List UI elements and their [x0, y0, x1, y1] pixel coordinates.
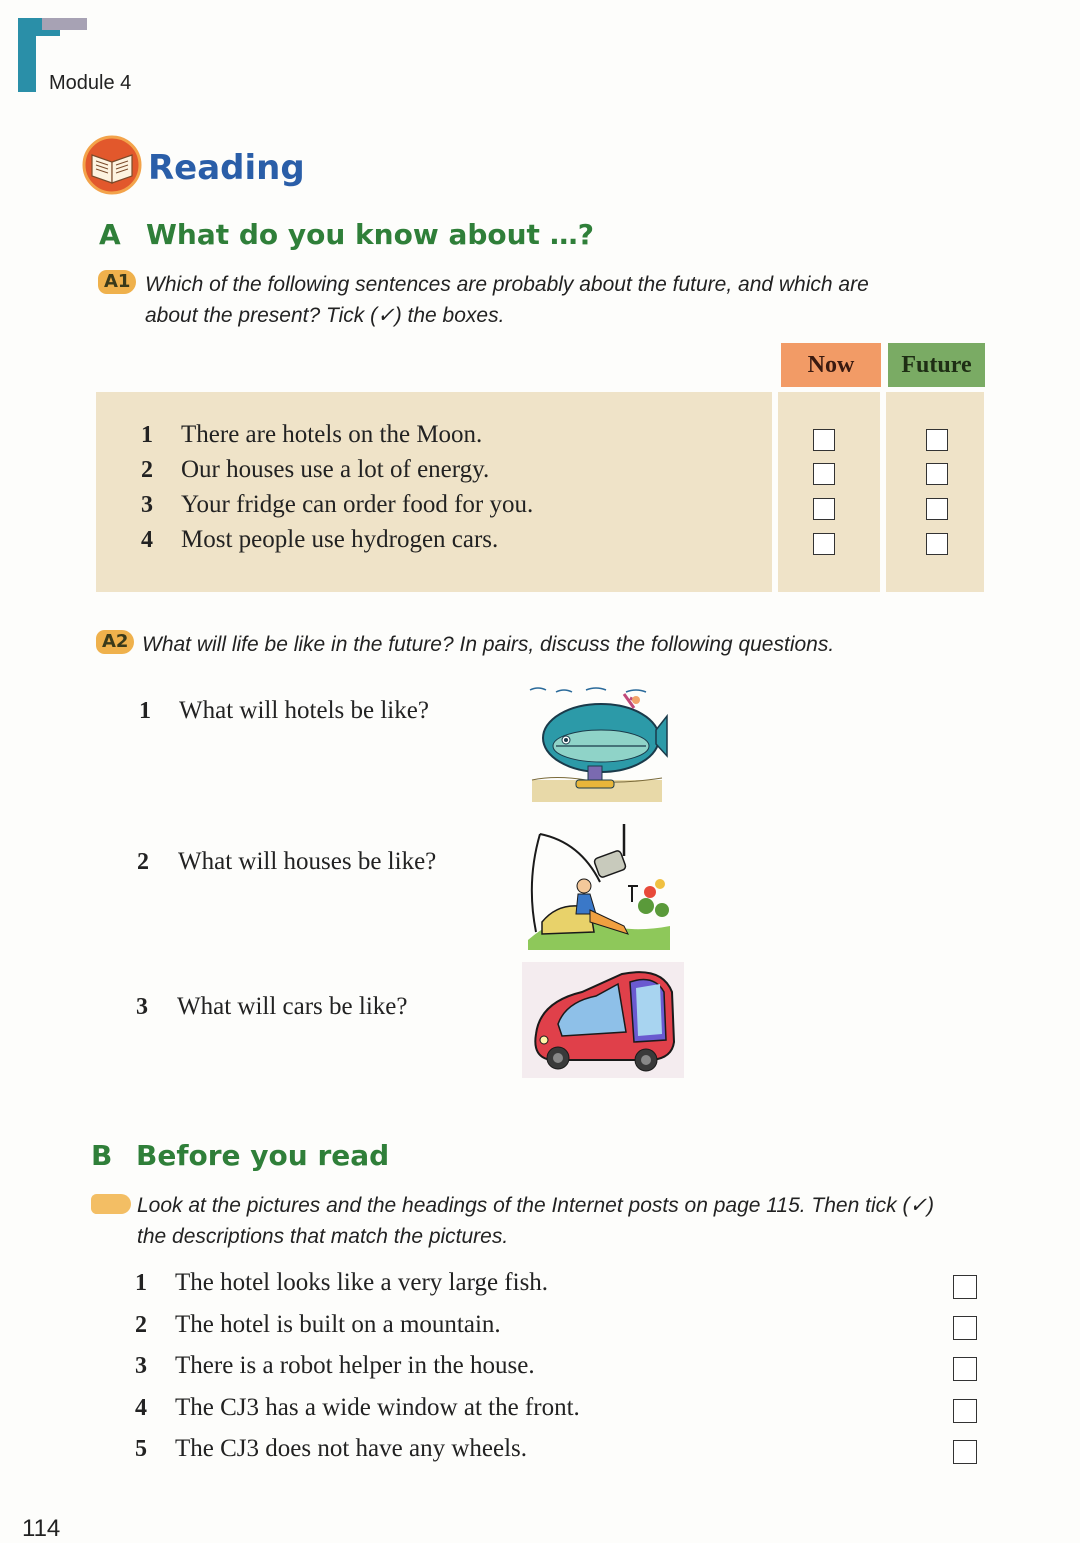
b-checkbox-1[interactable] [953, 1275, 977, 1299]
a2-question-text: What will hotels be like? [179, 697, 429, 724]
future-checkbox-2[interactable] [926, 463, 948, 485]
a1-row-text: There are hotels on the Moon. [181, 421, 483, 448]
b-checkbox-5[interactable] [953, 1440, 977, 1464]
section-b-instruction-line2: the descriptions that match the pictures. [137, 1225, 509, 1248]
a1-instruction-line1: Which of the following sentences are probably about the future, and which are [145, 273, 869, 296]
b-item-text: There is a robot helper in the house. [175, 1352, 535, 1379]
b-checkbox-2[interactable] [953, 1316, 977, 1340]
a1-row-text: Your fridge can order food for you. [181, 491, 534, 518]
future-column-panel [886, 392, 984, 592]
future-checkbox-3[interactable] [926, 498, 948, 520]
a1-row-number: 2 [141, 457, 153, 483]
underwater-fish-hotel-illustration [526, 680, 668, 805]
a2-question-number: 1 [139, 698, 151, 724]
module-tab-accent [42, 18, 87, 30]
b-item-number: 1 [135, 1270, 147, 1296]
page-number: 114 [22, 1515, 61, 1542]
b-item-number: 3 [135, 1353, 147, 1379]
column-header-future: Future [888, 343, 985, 387]
a2-question-text: What will houses be like? [178, 848, 437, 875]
section-a-letter: A [99, 218, 121, 251]
a2-question-number: 3 [136, 994, 148, 1020]
a1-instruction-line2: about the present? Tick (✓) the boxes. [145, 304, 505, 327]
a2-question-text: What will cars be like? [177, 993, 408, 1020]
module-label: Module 4 [49, 72, 132, 94]
b-checkbox-4[interactable] [953, 1399, 977, 1423]
book-icon [82, 135, 142, 195]
b-item-text: The hotel is built on a mountain. [175, 1311, 501, 1338]
a2-instruction: What will life be like in the future? In pairs, discuss the following questions. [142, 633, 835, 656]
now-checkbox-2[interactable] [813, 463, 835, 485]
reading-title: Reading [148, 148, 305, 188]
a1-row-number: 3 [141, 492, 153, 518]
section-b-badge [91, 1194, 131, 1214]
b-item-number: 4 [135, 1395, 147, 1421]
section-b-title: Before you read [136, 1139, 390, 1172]
b-item-text: The CJ3 does not have any wheels. [175, 1435, 528, 1462]
a1-row-number: 1 [141, 422, 153, 448]
section-b-letter: B [91, 1139, 113, 1172]
futuristic-car-illustration [522, 962, 684, 1078]
robot-helper-house-illustration [520, 822, 672, 950]
a1-row-number: 4 [141, 527, 153, 553]
future-checkbox-1[interactable] [926, 429, 948, 451]
now-checkbox-1[interactable] [813, 429, 835, 451]
now-column-panel [778, 392, 880, 592]
a1-row-text: Most people use hydrogen cars. [181, 526, 499, 553]
future-checkbox-4[interactable] [926, 533, 948, 555]
b-item-number: 5 [135, 1436, 147, 1462]
b-checkbox-3[interactable] [953, 1357, 977, 1381]
a1-badge: A1 [98, 270, 136, 294]
b-item-number: 2 [135, 1312, 147, 1338]
a2-question-number: 2 [137, 849, 149, 875]
a1-row-text: Our houses use a lot of energy. [181, 456, 490, 483]
b-item-text: The hotel looks like a very large fish. [175, 1269, 549, 1296]
section-a-title: What do you know about …? [146, 218, 594, 251]
now-checkbox-3[interactable] [813, 498, 835, 520]
now-checkbox-4[interactable] [813, 533, 835, 555]
section-b-instruction-line1: Look at the pictures and the headings of the Internet posts on page 115. Then tick (✓) [137, 1194, 935, 1217]
a2-badge: A2 [96, 630, 134, 654]
b-item-text: The CJ3 has a wide window at the front. [175, 1394, 580, 1421]
column-header-now: Now [781, 343, 881, 387]
